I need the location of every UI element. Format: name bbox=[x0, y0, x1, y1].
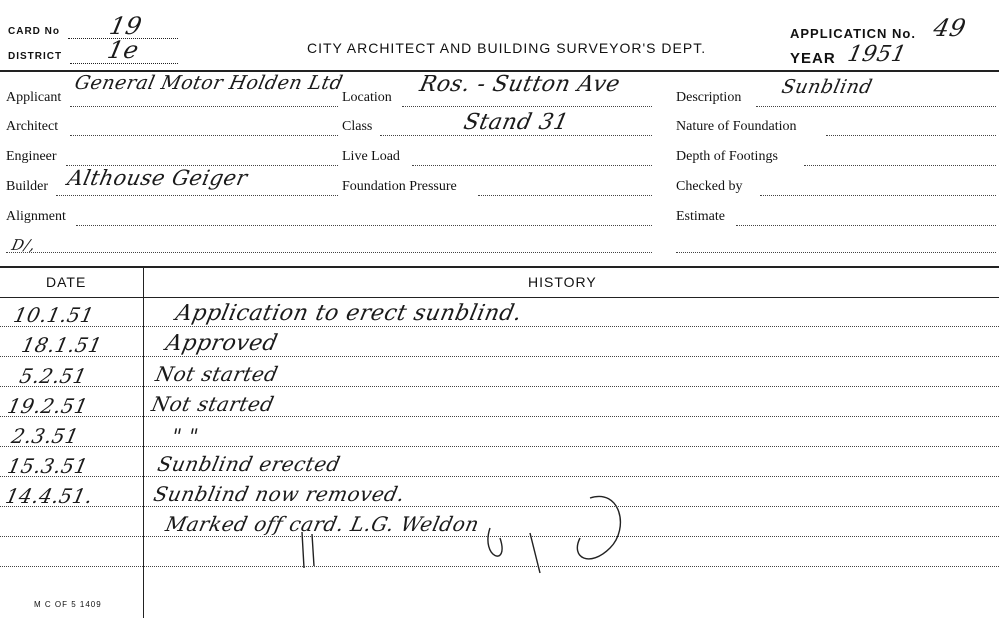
history-row-entry: Approved bbox=[163, 331, 281, 356]
history-row-date: 19.2.51 bbox=[5, 394, 91, 418]
applicant-value: General Motor Holden Ltd bbox=[72, 72, 346, 94]
live-load-label: Live Load bbox=[342, 149, 400, 164]
history-row-date: 5.2.51 bbox=[17, 364, 90, 388]
history-row-entry: Application to erect sunblind. bbox=[173, 301, 525, 326]
card-no-value: 19 bbox=[107, 12, 145, 40]
year-label: YEAR bbox=[790, 50, 836, 67]
form-number: M C OF 5 1409 bbox=[34, 600, 102, 609]
handwritten-stroke bbox=[296, 530, 326, 570]
history-row-entry: " " bbox=[169, 424, 201, 448]
history-row-date: 14.4.51. bbox=[3, 484, 96, 508]
history-row-entry: Marked off card. L.G. Weldon bbox=[163, 512, 482, 536]
signature-flourish bbox=[470, 488, 650, 578]
history-row-entry: Not started bbox=[153, 362, 281, 386]
history-row-entry: Not started bbox=[149, 392, 277, 416]
history-row-date: 15.3.51 bbox=[5, 454, 91, 478]
dept-title: CITY ARCHITECT AND BUILDING SURVEYOR'S DEPT. bbox=[307, 40, 707, 56]
engineer-label: Engineer bbox=[6, 149, 57, 164]
estimate-label: Estimate bbox=[676, 209, 725, 224]
description-value: Sunblind bbox=[779, 76, 875, 98]
card-no-label: CARD No bbox=[8, 26, 60, 37]
foundation-pressure-label: Foundation Pressure bbox=[342, 179, 457, 194]
alignment-label: Alignment bbox=[6, 209, 66, 224]
location-value: Ros. - Sutton Ave bbox=[417, 72, 623, 97]
nature-of-foundation-label: Nature of Foundation bbox=[676, 119, 797, 134]
history-row-date: 2.3.51 bbox=[9, 424, 82, 448]
class-label: Class bbox=[342, 119, 373, 134]
application-label: APPLICATICN No. bbox=[790, 26, 916, 41]
history-row-date: 10.1.51 bbox=[11, 303, 97, 327]
checked-by-label: Checked by bbox=[676, 179, 743, 194]
extra-mark: D/, bbox=[10, 236, 38, 254]
class-value: Stand 31 bbox=[461, 110, 571, 135]
year-value: 1951 bbox=[845, 42, 909, 67]
district-label: DISTRICT bbox=[8, 51, 63, 62]
history-row-date: 18.1.51 bbox=[19, 333, 105, 357]
builder-value: Althouse Geiger bbox=[65, 166, 250, 190]
date-column-header: DATE bbox=[46, 274, 87, 290]
application-value: 49 bbox=[931, 14, 969, 42]
architect-label: Architect bbox=[6, 119, 59, 134]
description-label: Description bbox=[676, 90, 742, 105]
builder-label: Builder bbox=[6, 179, 48, 194]
district-value: 1e bbox=[105, 36, 142, 64]
applicant-label: Applicant bbox=[6, 90, 62, 105]
history-row-entry: Sunblind erected bbox=[155, 452, 343, 476]
history-row-entry: Sunblind now removed. bbox=[151, 482, 408, 506]
history-column-header: HISTORY bbox=[528, 274, 597, 290]
depth-of-footings-label: Depth of Footings bbox=[676, 149, 778, 164]
location-label: Location bbox=[342, 90, 392, 105]
